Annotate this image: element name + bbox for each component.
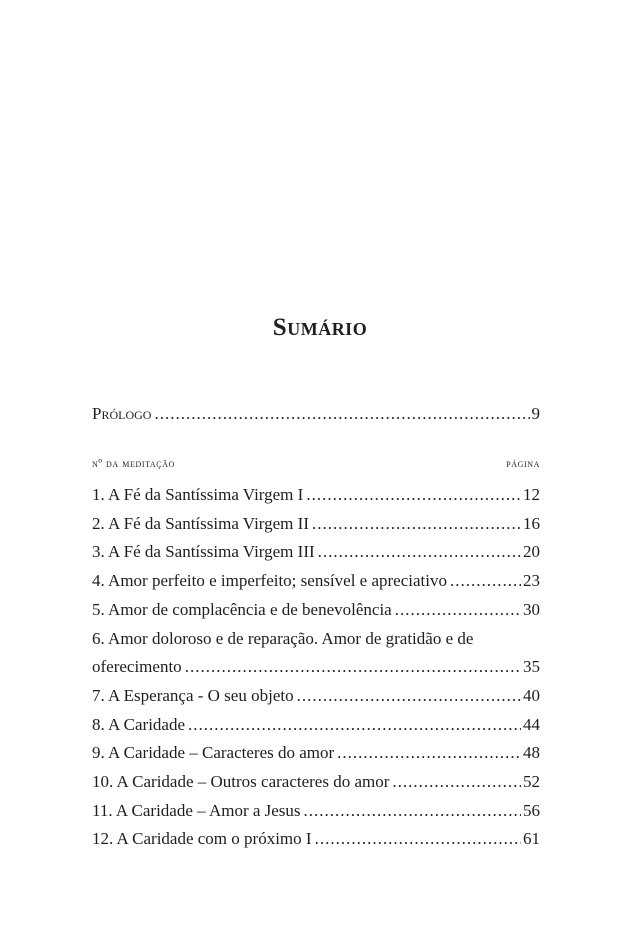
toc-entry-title: 3. A Fé da Santíssima Virgem III [92,542,315,562]
toc-entry-title: 8. A Caridade [92,714,186,734]
toc-page-number: 23 [523,571,540,591]
toc-page-number: 48 [523,743,540,763]
dot-leader [304,797,521,826]
dot-leader [297,682,521,711]
toc-page-number: 35 [523,657,540,677]
toc-entry[interactable] [92,825,540,854]
header-page: página [506,458,540,470]
toc-page-number: 16 [523,513,540,533]
dot-leader [185,653,521,682]
toc-entry[interactable] [92,510,540,539]
toc-entry-title: oferecimento [92,657,182,677]
page-title: Sumário [272,314,368,341]
toc-page-number: 12 [523,485,540,504]
dot-leader [188,711,521,740]
dot-leader [318,538,521,567]
toc-entry[interactable] [92,567,540,596]
toc-entry-title: 4. Amor perfeito e imperfeito; sensível e apreciativo [92,571,447,591]
toc-page-number: 20 [523,542,540,562]
toc-entry[interactable] [92,653,540,682]
dot-leader [312,510,521,539]
dot-leader [337,739,521,768]
toc-entry-label: Prólogo [92,404,152,423]
dot-leader [450,567,521,596]
toc-entry[interactable] [92,596,540,625]
toc-page-number: 40 [523,685,540,705]
toc-page-number: 52 [523,772,540,792]
toc-entry[interactable] [92,768,540,797]
toc-entry-title: 9. A Caridade – Caracteres do amor [92,743,335,763]
toc-entry-title: 11. A Caridade – Amor a Jesus [92,800,301,820]
toc-entry-title: 12. A Caridade com o próximo I [92,829,312,849]
toc-entry[interactable] [92,739,540,768]
toc-entry-title: 6. Amor doloroso e de reparação. Amor de gratidão e de [92,628,474,648]
toc-page-number: 9 [531,404,540,423]
toc-page-number: 56 [523,800,540,820]
toc-entry[interactable] [92,625,540,654]
toc-list [92,481,540,854]
dot-leader [154,404,529,424]
toc-entry[interactable] [92,682,540,711]
toc-entry-title: 7. A Esperança - O seu objeto [92,685,294,705]
toc-entry-title: 5. Amor de complacência e de benevolência [92,599,392,619]
toc-entry[interactable] [92,711,540,740]
toc-column-header [92,458,540,470]
dot-leader [395,596,521,625]
header-meditation-number: nº da meditação [92,458,176,470]
toc-entry[interactable] [92,538,540,567]
toc-page-number: 30 [523,599,540,619]
dot-leader [392,768,521,797]
toc-entry-title: 2. A Fé da Santíssima Virgem II [92,513,309,533]
dot-leader [315,825,521,854]
toc-page-number: 61 [523,829,540,849]
dot-leader [306,481,521,510]
toc-page-number: 44 [523,714,540,734]
toc-entry[interactable] [92,797,540,826]
toc-entry-title: 1. A Fé da Santíssima Virgem I [92,485,304,504]
toc-entry-prologue[interactable] [92,404,540,424]
toc-entry[interactable] [92,481,540,510]
toc-entry-title: 10. A Caridade – Outros caracteres do amor [92,772,390,792]
